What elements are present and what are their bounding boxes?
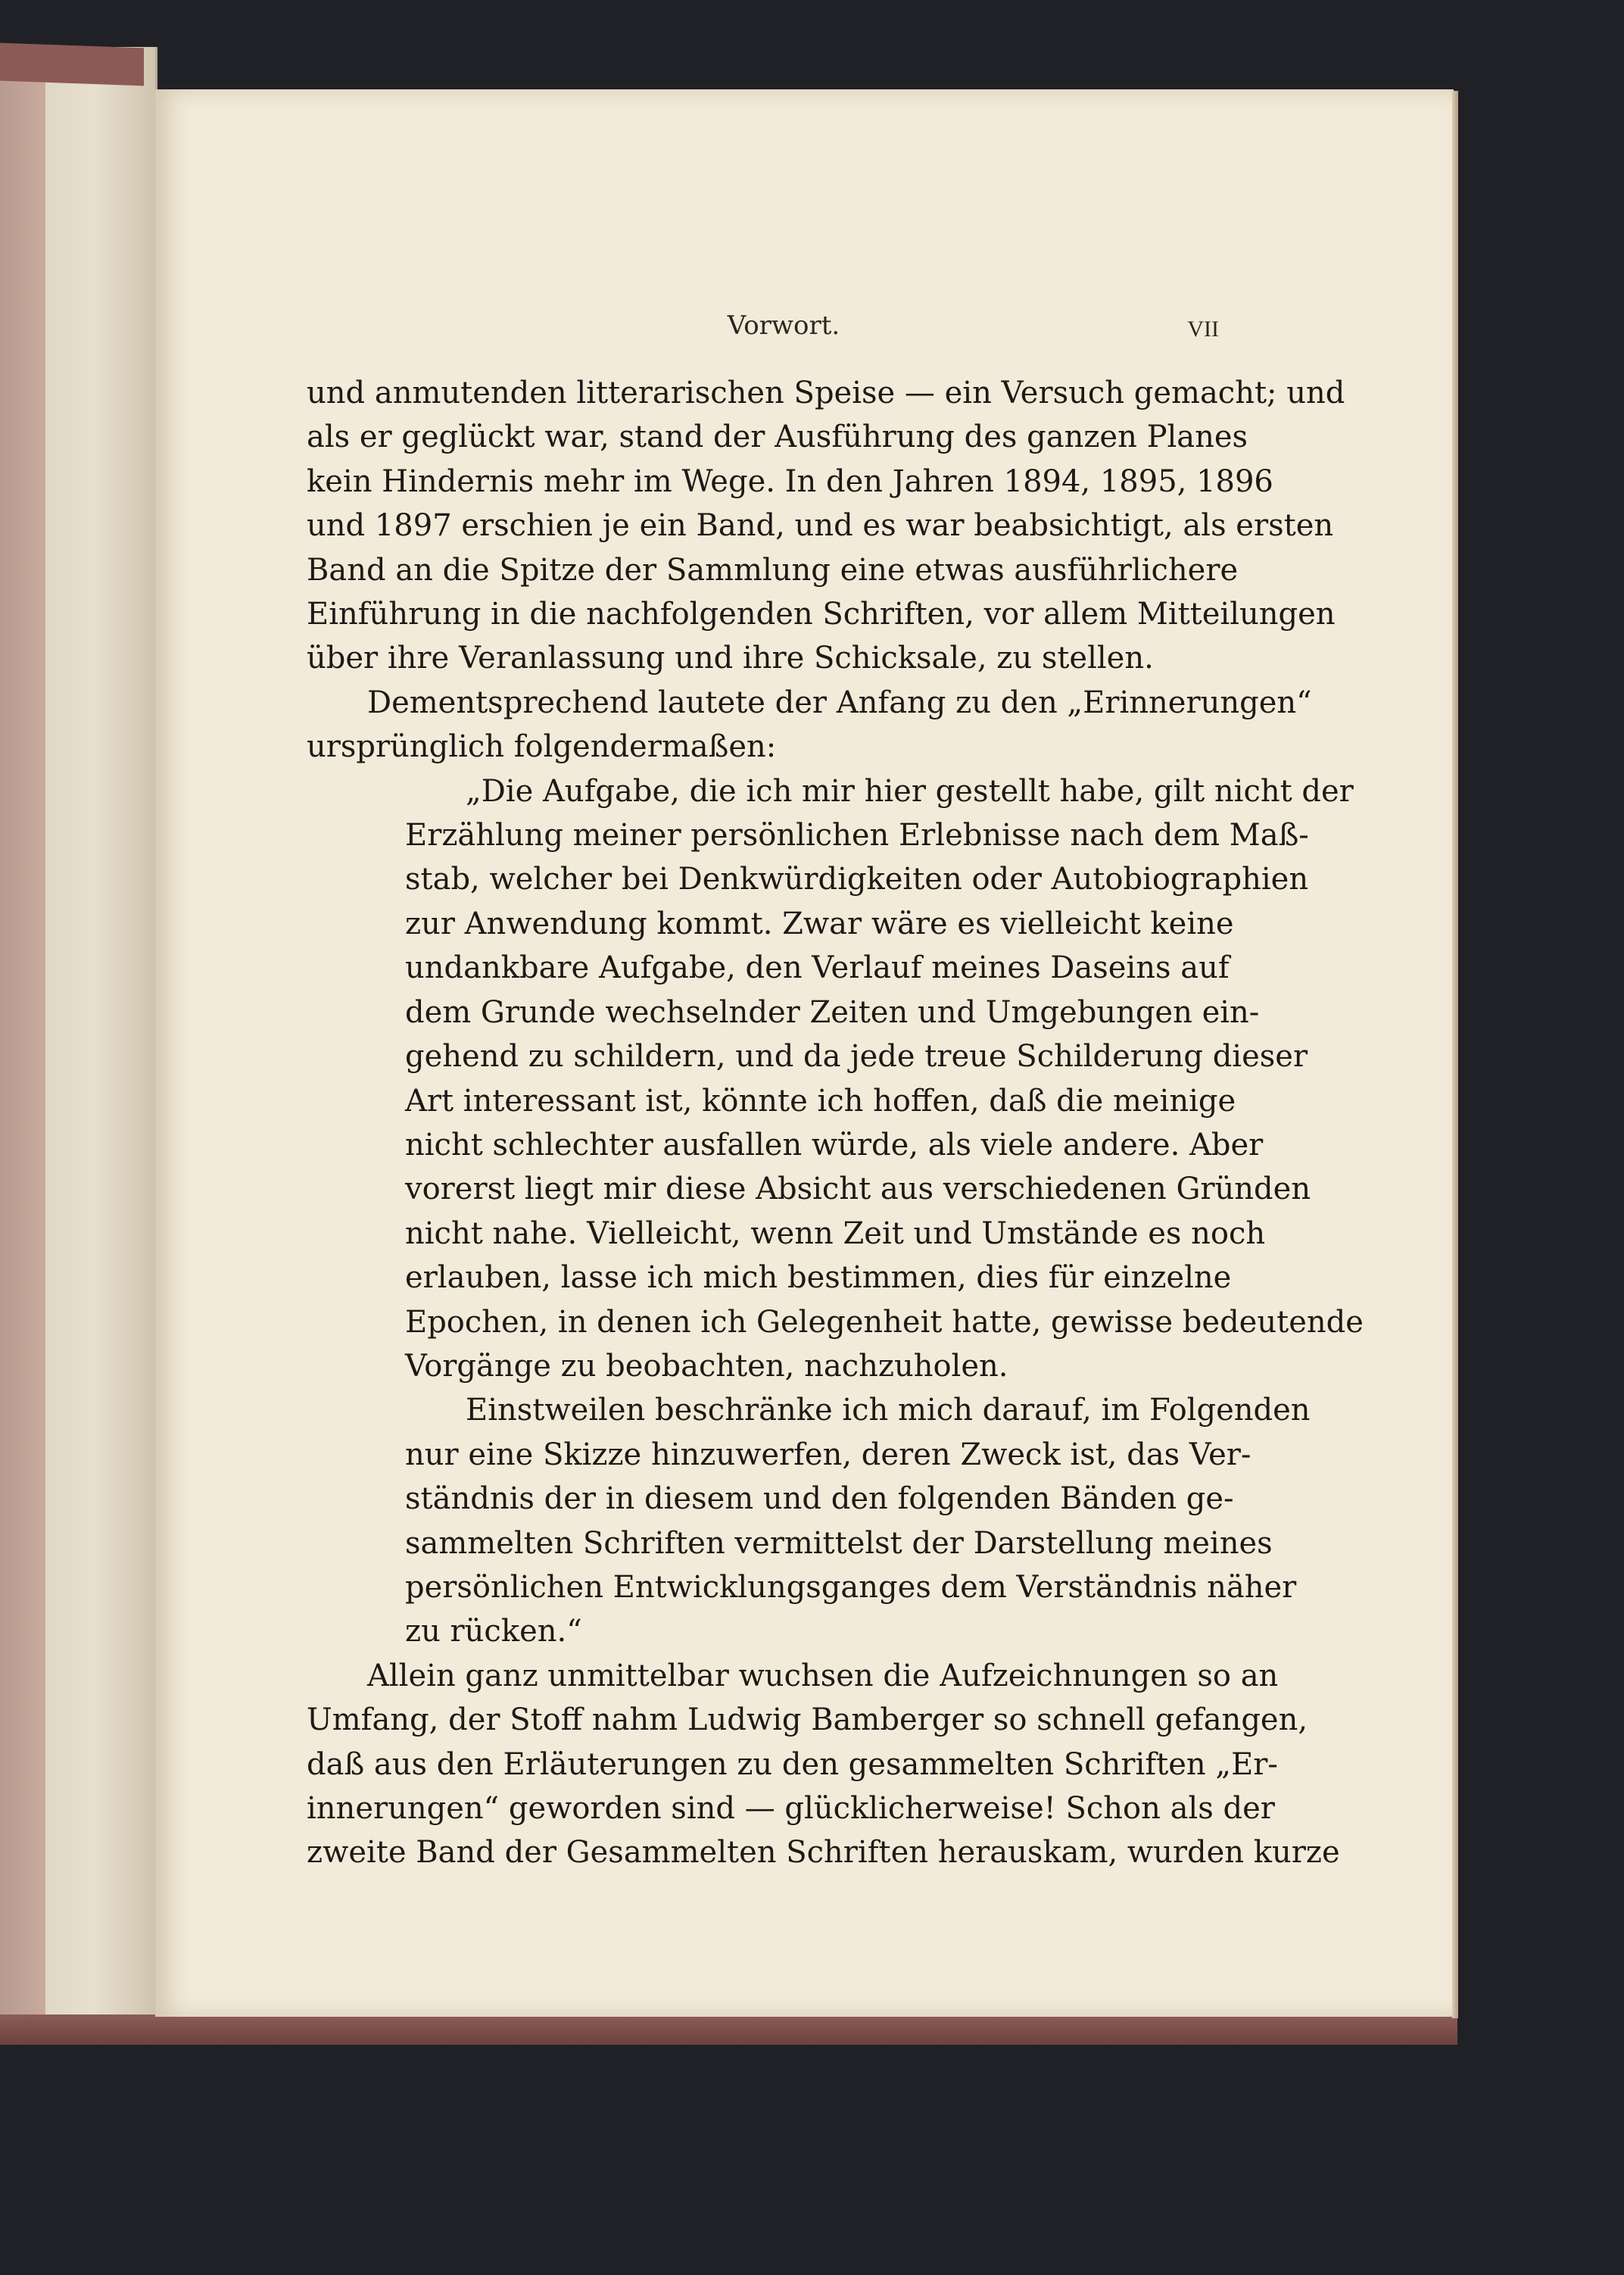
text-line: Vorgänge zu beobachten, nachzuholen. [405, 1348, 1008, 1384]
book-cover-corner [0, 43, 144, 86]
page-number: VII [1187, 317, 1219, 342]
text-line: dem Grunde wechselnder Zeiten und Umgebungen ein- [405, 994, 1260, 1030]
text-line: Dementsprechend lautete der Anfang zu den „Erinnerungen“ [367, 685, 1312, 720]
text-line: innerungen“ geworden sind — glücklicherweise! Schon als der [307, 1791, 1275, 1826]
text-line: Einführung in die nachfolgenden Schriften, vor allem Mitteilungen [307, 597, 1336, 632]
text-line: Art interessant ist, könnte ich hoffen, daß die meinige [405, 1083, 1236, 1119]
text-line: zu rücken.“ [405, 1614, 582, 1649]
text-line: und anmutenden litterarischen Speise — ein Versuch gemacht; und [307, 376, 1345, 410]
text-line: stab, welcher bei Denkwürdigkeiten oder Autobiographien [405, 862, 1309, 897]
text-line: Umfang, der Stoff nahm Ludwig Bamberger so schnell gefangen, [307, 1702, 1308, 1738]
body-text [307, 371, 1364, 1875]
text-line: und 1897 erschien je ein Band, und es war beabsichtigt, als ersten [307, 508, 1334, 544]
text-line: „Die Aufgabe, die ich mir hier gestellt habe, gilt nicht der [466, 773, 1354, 809]
running-head: Vorwort. [727, 311, 840, 341]
text-line: als er geglückt war, stand der Ausführung des ganzen Planes [307, 420, 1248, 455]
text-line: kein Hindernis mehr im Wege. In den Jahren 1894, 1895, 1896 [307, 463, 1273, 499]
text-line: Einstweilen beschränke ich mich darauf, im Folgenden [466, 1393, 1311, 1428]
text-line: erlauben, lasse ich mich bestimmen, dies für einzelne [405, 1260, 1232, 1296]
text-line: sammelten Schriften vermittelst der Darstellung meines [405, 1525, 1273, 1561]
paragraph [307, 1654, 1340, 1875]
text-line: undankbare Aufgabe, den Verlauf meines Daseins auf [405, 950, 1230, 986]
text-line: nicht schlechter ausfallen würde, als viele andere. Aber [405, 1127, 1264, 1162]
text-line: Erzählung meiner persönlichen Erlebnisse nach dem Maß- [405, 818, 1309, 854]
text-line: daß aus den Erläuterungen zu den gesammelten Schriften „Er- [307, 1746, 1278, 1782]
text-line: Band an die Spitze der Sammlung eine etwas ausführlichere [307, 552, 1239, 588]
text-line: zur Anwendung kommt. Zwar wäre es vielleicht keine [405, 906, 1234, 941]
text-line: nur eine Skizze hinzuwerfen, deren Zweck ist, das Ver- [405, 1437, 1252, 1472]
page-fore-edge [1452, 91, 1458, 2018]
text-line: vorerst liegt mir diese Absicht aus verschiedenen Gründen [405, 1172, 1311, 1207]
quote-paragraph [405, 769, 1364, 1389]
paragraph [307, 681, 1312, 769]
book-cover-spine [0, 47, 45, 2031]
text-line: zweite Band der Gesammelten Schriften herauskam, wurden kurze [307, 1835, 1340, 1871]
paragraph [307, 371, 1345, 681]
text-line: Epochen, in denen ich Gelegenheit hatte, gewisse bedeutende [405, 1304, 1364, 1340]
quote-paragraph [405, 1388, 1311, 1653]
text-line: persönlichen Entwicklungsganges dem Verständnis näher [405, 1569, 1297, 1605]
text-line: gehend zu schildern, und da jede treue Schilderung dieser [405, 1039, 1308, 1075]
text-line: Allein ganz unmittelbar wuchsen die Aufzeichnungen so an [367, 1658, 1279, 1693]
text-line: über ihre Veranlassung und ihre Schicksale, zu stellen. [307, 641, 1154, 676]
block-quote [307, 769, 1364, 1654]
text-line: ursprünglich folgendermaßen: [307, 729, 777, 765]
book-cover-bottom [0, 2014, 1457, 2045]
text-line: ständnis der in diesem und den folgenden Bänden ge- [405, 1481, 1234, 1517]
text-line: nicht nahe. Vielleicht, wenn Zeit und Umstände es noch [405, 1216, 1266, 1251]
